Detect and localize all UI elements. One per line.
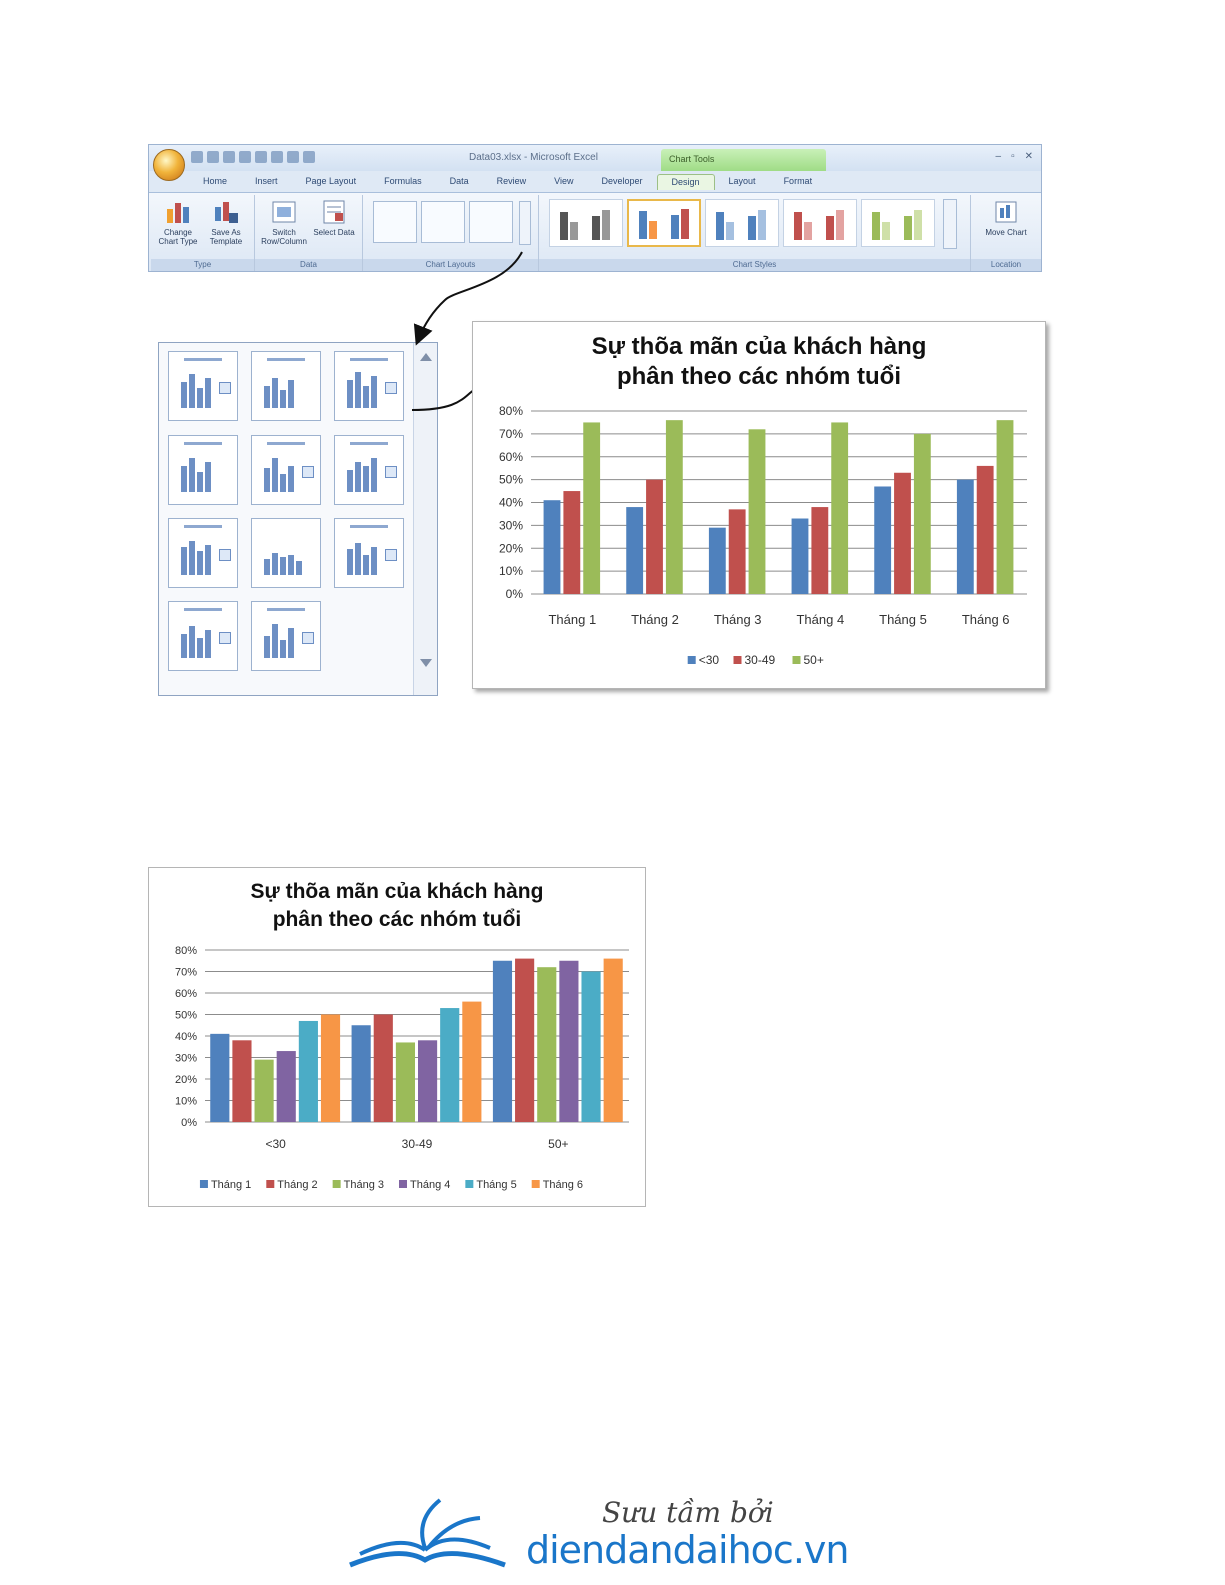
redo-icon[interactable]: [223, 151, 235, 163]
y-tick-label: 40%: [174, 1031, 197, 1043]
legend-label: <30: [698, 653, 720, 667]
y-tick-label: 20%: [498, 541, 523, 556]
legend-swatch: [266, 1180, 274, 1188]
bar[interactable]: [583, 422, 600, 594]
select-data-button[interactable]: Select Data: [311, 199, 357, 237]
bar[interactable]: [811, 507, 828, 594]
title-bar: [149, 145, 1041, 171]
legend-label: Tháng 3: [343, 1179, 385, 1191]
ribbon-body: [149, 192, 1041, 272]
bar[interactable]: [210, 1034, 229, 1122]
tab-data[interactable]: Data: [449, 176, 469, 186]
y-tick-label: 20%: [174, 1074, 197, 1086]
y-tick-label: 80%: [498, 404, 523, 418]
legend-swatch: [734, 656, 742, 664]
close-icon[interactable]: ✕: [1024, 151, 1033, 162]
chart-plot: [149, 868, 647, 1208]
y-tick-label: 70%: [174, 966, 197, 979]
x-tick-label: 50+: [548, 1137, 569, 1151]
x-tick-label: Tháng 3: [713, 612, 762, 627]
y-tick-label: 80%: [174, 945, 197, 957]
y-tick-label: 60%: [174, 988, 197, 1000]
y-tick-label: 50%: [498, 472, 523, 487]
legend-swatch: [399, 1180, 407, 1188]
gallery-layout-4[interactable]: [168, 435, 238, 505]
bar[interactable]: [977, 466, 994, 594]
move-chart-button[interactable]: Move Chart: [983, 199, 1029, 237]
bar[interactable]: [749, 429, 766, 594]
undo-icon[interactable]: [207, 151, 219, 163]
office-button[interactable]: [153, 149, 185, 181]
footer-watermark: [340, 1490, 880, 1585]
gallery-layout-1[interactable]: [168, 351, 238, 421]
gallery-layout-5[interactable]: [251, 435, 321, 505]
x-tick-label: Tháng 6: [961, 612, 1010, 627]
group-chart-layouts-label: Chart Layouts: [363, 259, 538, 271]
x-tick-label: Tháng 5: [879, 612, 927, 627]
bar[interactable]: [997, 420, 1014, 594]
y-tick-label: 70%: [498, 426, 523, 441]
bar[interactable]: [374, 1015, 393, 1123]
bar[interactable]: [544, 500, 561, 594]
y-tick-label: 0%: [505, 587, 523, 601]
tab-home[interactable]: Home: [203, 176, 228, 186]
bar[interactable]: [894, 473, 911, 594]
bar[interactable]: [957, 480, 974, 594]
chart-styles-scroll[interactable]: [943, 199, 957, 249]
gallery-layout-10[interactable]: [168, 601, 238, 671]
bar[interactable]: [874, 486, 891, 594]
y-tick-label: 40%: [498, 495, 523, 510]
gallery-layout-11[interactable]: [251, 601, 321, 671]
bar[interactable]: [352, 1025, 371, 1122]
chart-plot: [473, 322, 1047, 690]
chart-style-blue[interactable]: [705, 199, 779, 247]
bar[interactable]: [729, 509, 746, 594]
x-tick-label: <30: [265, 1137, 286, 1151]
bar[interactable]: [914, 434, 931, 594]
tab-insert[interactable]: Insert: [255, 176, 278, 186]
chart-style-color[interactable]: [627, 199, 701, 247]
gallery-layout-9[interactable]: [334, 518, 404, 588]
tab-format[interactable]: Format: [783, 176, 813, 186]
chart-title: Sự thõa mãn của khách hàng phân theo các nhóm tuổi: [250, 880, 544, 931]
y-tick-label: 50%: [174, 1009, 197, 1022]
tab-design[interactable]: Design: [657, 174, 715, 190]
y-tick-label: 10%: [498, 564, 523, 579]
bar[interactable]: [709, 528, 726, 594]
chart-layout-1[interactable]: [373, 201, 417, 243]
move-chart-icon: [993, 199, 1019, 225]
excel-ribbon: [148, 144, 1042, 272]
print-preview-icon[interactable]: [239, 151, 251, 163]
save-icon[interactable]: [191, 151, 203, 163]
legend-swatch: [532, 1180, 540, 1188]
group-chart-styles: [539, 195, 971, 271]
group-data: [255, 195, 363, 271]
bar[interactable]: [321, 1015, 340, 1123]
bar[interactable]: [831, 422, 848, 594]
y-tick-label: 0%: [181, 1117, 197, 1129]
customize-qat-icon[interactable]: [303, 151, 315, 163]
group-type-label: Type: [151, 259, 254, 271]
bar[interactable]: [255, 1060, 274, 1122]
gallery-layout-7[interactable]: [168, 518, 238, 588]
book-logo-icon: [340, 1490, 510, 1585]
bar[interactable]: [493, 961, 512, 1122]
group-data-label: Data: [255, 259, 362, 271]
tab-layout[interactable]: Layout: [728, 176, 756, 186]
change-chart-type-icon: [165, 199, 191, 225]
bar[interactable]: [232, 1040, 251, 1122]
tab-formulas[interactable]: Formulas: [384, 176, 422, 186]
bar[interactable]: [559, 961, 578, 1122]
bar[interactable]: [666, 420, 683, 594]
group-location-label: Location: [971, 259, 1041, 271]
sort-icon[interactable]: [271, 151, 283, 163]
window-title: Data03.xlsx - Microsoft Excel: [469, 152, 598, 163]
change-chart-type-button[interactable]: Change Chart Type: [155, 199, 201, 246]
legend-label: Tháng 5: [476, 1179, 517, 1191]
legend-swatch: [688, 656, 696, 664]
x-tick-label: Tháng 2: [631, 612, 679, 627]
legend-swatch: [200, 1180, 208, 1188]
bar[interactable]: [646, 480, 663, 594]
tab-view[interactable]: View: [554, 176, 574, 186]
x-tick-label: Tháng 4: [796, 612, 845, 627]
gallery-layout-3[interactable]: [334, 351, 404, 421]
chart-by-age-group[interactable]: [148, 867, 646, 1207]
chart-title: Sự thõa mãn của khách hàng phân theo các nhóm tuổi: [591, 333, 927, 390]
bar[interactable]: [277, 1051, 296, 1122]
bar[interactable]: [563, 491, 580, 594]
y-tick-label: 30%: [498, 518, 523, 533]
gallery-layout-6[interactable]: [334, 435, 404, 505]
legend-label: Tháng 1: [210, 1179, 252, 1191]
chart-layout-3[interactable]: [469, 201, 513, 243]
group-type: [151, 195, 255, 271]
x-tick-label: Tháng 1: [548, 612, 597, 627]
chart-by-month[interactable]: [472, 321, 1046, 689]
y-tick-label: 10%: [174, 1095, 197, 1108]
y-tick-label: 60%: [498, 449, 523, 464]
scroll-up-icon[interactable]: [420, 353, 432, 361]
credit-text: Sưu tầm bởi: [602, 1496, 774, 1529]
chart-layouts-more-button[interactable]: [519, 201, 531, 245]
quick-access-toolbar: [191, 151, 315, 163]
legend-swatch: [793, 656, 801, 664]
chart-style-gray[interactable]: [549, 199, 623, 247]
legend-label: 50+: [803, 653, 824, 667]
legend-swatch: [333, 1180, 341, 1188]
bar[interactable]: [299, 1021, 318, 1122]
scroll-down-icon[interactable]: [420, 659, 432, 667]
legend-label: Tháng 2: [277, 1179, 318, 1191]
switch-row-column-button[interactable]: Switch Row/Column: [261, 199, 307, 246]
bar[interactable]: [418, 1040, 437, 1122]
bar[interactable]: [462, 1002, 481, 1122]
save-as-template-icon: [213, 199, 239, 225]
legend-swatch: [465, 1180, 473, 1188]
chart-layout-2[interactable]: [421, 201, 465, 243]
restore-icon[interactable]: ▫: [1011, 151, 1015, 162]
group-location: [971, 195, 1041, 271]
tab-review[interactable]: Review: [496, 176, 527, 186]
chart-layouts-gallery: [158, 342, 438, 696]
y-tick-label: 30%: [174, 1052, 197, 1065]
legend-label: 30-49: [744, 653, 776, 667]
chart-tools-context-label: Chart Tools: [661, 149, 826, 171]
bar[interactable]: [626, 507, 643, 594]
ribbon-tabs: [189, 174, 826, 190]
group-chart-layouts: [363, 195, 539, 271]
filter-icon[interactable]: [287, 151, 299, 163]
bar[interactable]: [537, 967, 556, 1122]
bar[interactable]: [396, 1042, 415, 1122]
bar[interactable]: [515, 959, 534, 1122]
legend-label: Tháng 6: [542, 1179, 584, 1191]
legend-label: Tháng 4: [410, 1179, 451, 1191]
chart-style-red[interactable]: [783, 199, 857, 247]
minimize-icon[interactable]: –: [995, 151, 1002, 162]
tab-developer[interactable]: Developer: [601, 176, 643, 186]
brand-text: diendandaihoc.vn: [526, 1528, 849, 1572]
gallery-layout-2[interactable]: [251, 351, 321, 421]
open-icon[interactable]: [255, 151, 267, 163]
group-chart-styles-label: Chart Styles: [539, 259, 970, 271]
bar[interactable]: [581, 972, 600, 1123]
chart-style-green[interactable]: [861, 199, 935, 247]
gallery-layout-8[interactable]: [251, 518, 321, 588]
bar[interactable]: [792, 519, 809, 594]
save-as-template-button[interactable]: Save As Template: [203, 199, 249, 246]
switch-row-column-icon: [271, 199, 297, 225]
x-tick-label: 30-49: [401, 1137, 433, 1151]
bar[interactable]: [604, 959, 623, 1122]
bar[interactable]: [440, 1008, 459, 1122]
window-controls: [996, 151, 1034, 162]
select-data-icon: [321, 199, 347, 225]
tab-page-layout[interactable]: Page Layout: [305, 176, 357, 186]
gallery-scrollbar[interactable]: [413, 343, 437, 695]
